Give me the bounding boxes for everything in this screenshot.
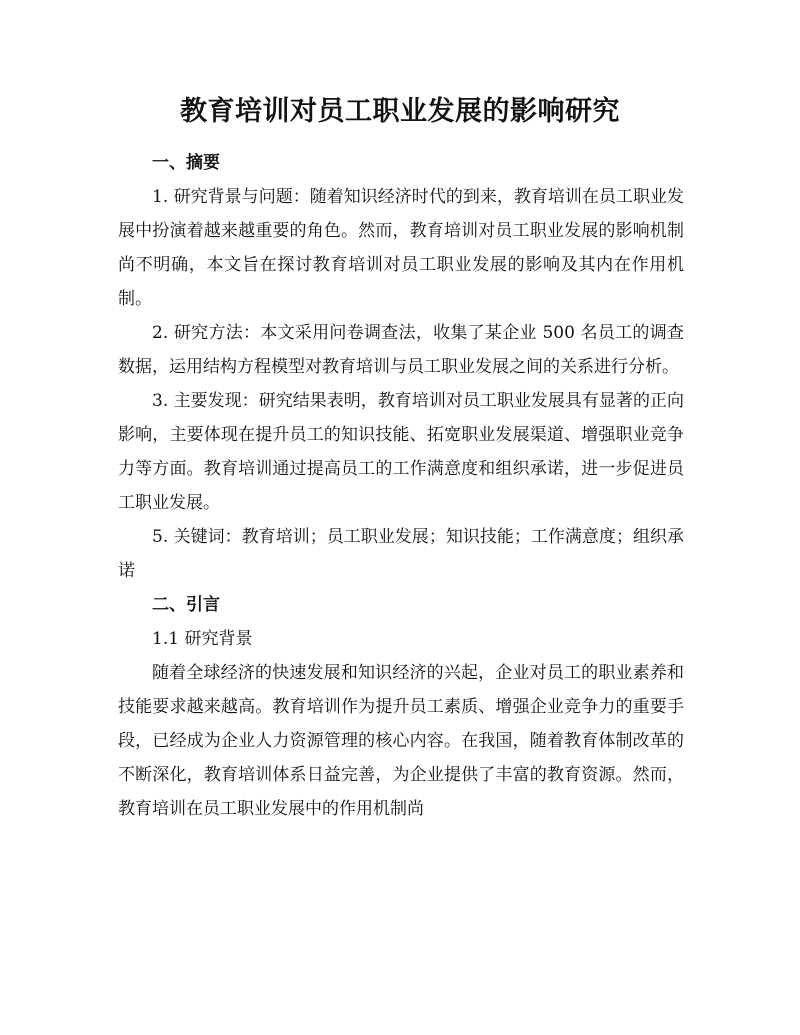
subsection-heading-background: 1.1 研究背景	[152, 629, 253, 649]
section-heading-introduction: 二、引言	[152, 595, 220, 615]
abstract-item-background: 1. 研究背景与问题：随着知识经济时代的到来，教育培训在员工职业发展中扮演着越来越重要的角色。然而，教育培训对员工职业发展的影响机制尚不明确，本文旨在探讨教育培训对员工职业发展的影响及其内在作用机制。	[118, 187, 684, 309]
abstract-item-findings: 3. 主要发现：研究结果表明，教育培训对员工职业发展具有显著的正向影响，主要体现在提升员工的知识技能、拓宽职业发展渠道、增强职业竞争力等方面。教育培训通过提高员工的工作满意度和组织承诺，进一步促进员工职业发展。	[118, 391, 684, 513]
introduction-paragraph: 随着全球经济的快速发展和知识经济的兴起，企业对员工的职业素养和技能要求越来越高。教育培训作为提升员工素质、增强企业竞争力的重要手段，已经成为企业人力资源管理的核心内容。在我国，随着教育体制改革的不断深化，教育培训体系日益完善，为企业提供了丰富的教育资源。然而，教育培训在员工职业发展中的作用机制尚	[118, 663, 684, 819]
document-body	[118, 146, 684, 826]
abstract-item-keywords: 5. 关键词：教育培训；员工职业发展；知识技能；工作满意度；组织承诺	[118, 527, 684, 581]
document-title: 教育培训对员工职业发展的影响研究	[180, 96, 620, 127]
section-heading-abstract: 一、摘要	[152, 153, 220, 173]
abstract-item-method: 2. 研究方法：本文采用问卷调查法，收集了某企业 500 名员工的调查数据，运用结构方程模型对教育培训与员工职业发展之间的关系进行分析。	[118, 323, 684, 377]
